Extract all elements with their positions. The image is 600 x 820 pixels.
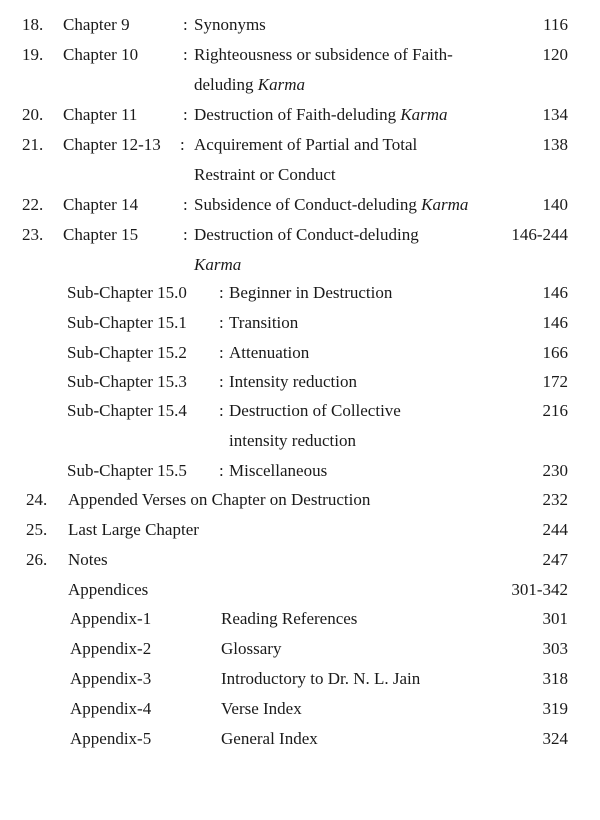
entry-page: 116 (543, 15, 568, 34)
entry-chapter: Chapter 14 (63, 195, 139, 214)
entry-title: Notes (68, 550, 108, 569)
subchapter-separator: : (219, 283, 224, 302)
subchapter-separator: : (219, 372, 224, 391)
entry-chapter: Chapter 9 (63, 15, 130, 34)
appendix-label: Appendix-4 (70, 699, 152, 718)
entry-title: Last Large Chapter (68, 520, 199, 539)
subchapter-separator: : (219, 461, 224, 480)
appendices-page-range: 301-342 (511, 580, 568, 599)
entry-title-continued: Restraint or Conduct (194, 165, 336, 184)
appendix-title: Glossary (221, 639, 282, 658)
appendix-title: Introductory to Dr. N. L. Jain (221, 669, 421, 688)
appendix-title: General Index (221, 729, 318, 748)
appendix-label: Appendix-1 (70, 609, 152, 628)
entry-number: 25. (26, 520, 48, 539)
entry-chapter: Chapter 11 (63, 105, 138, 124)
subchapter-title: Attenuation (229, 343, 310, 362)
entry-page: 134 (542, 105, 568, 124)
subchapter-separator: : (219, 401, 224, 420)
subchapter-title: Beginner in Destruction (229, 283, 393, 302)
entry-separator: : (183, 225, 188, 244)
entry-chapter: Chapter 10 (63, 45, 139, 64)
entry-title-continued: deluding Karma (194, 75, 305, 94)
entry-title: Acquirement of Partial and Total (194, 135, 418, 154)
entry-page: 120 (542, 45, 568, 64)
subchapter-label: Sub-Chapter 15.5 (67, 461, 187, 480)
entry-number: 18. (22, 15, 44, 34)
subchapter-title: Destruction of Collective (229, 401, 401, 420)
appendices-title: Appendices (68, 580, 149, 599)
appendix-title: Verse Index (221, 699, 302, 718)
entry-title: Appended Verses on Chapter on Destruction (68, 490, 371, 509)
entry-number: 26. (26, 550, 48, 569)
entry-page: 232 (542, 490, 568, 509)
entry-number: 22. (22, 195, 44, 214)
entry-number: 24. (26, 490, 48, 509)
entry-page: 146-244 (511, 225, 568, 244)
entry-title: Subsidence of Conduct-deluding Karma (194, 195, 469, 214)
subchapter-separator: : (219, 343, 224, 362)
entry-separator: : (183, 45, 188, 64)
subchapter-label: Sub-Chapter 15.3 (67, 372, 187, 391)
appendix-label: Appendix-5 (70, 729, 152, 748)
entry-separator: : (180, 135, 185, 154)
subchapter-page: 216 (542, 401, 568, 420)
appendix-label: Appendix-2 (70, 639, 152, 658)
subchapter-title: Miscellaneous (229, 461, 328, 480)
subchapter-page: 230 (542, 461, 568, 480)
entry-title: Righteousness or subsidence of Faith- (194, 45, 453, 64)
appendix-title: Reading References (221, 609, 358, 628)
subchapter-label: Sub-Chapter 15.4 (67, 401, 187, 420)
subchapter-title: Transition (229, 313, 299, 332)
entry-title: Destruction of Conduct-deluding (194, 225, 419, 244)
entry-number: 21. (22, 135, 44, 154)
appendix-page: 324 (542, 729, 568, 748)
subchapter-label: Sub-Chapter 15.2 (67, 343, 187, 362)
subchapter-page: 146 (542, 283, 568, 302)
entry-separator: : (183, 105, 188, 124)
entry-number: 20. (22, 105, 44, 124)
entry-chapter: Chapter 12-13 (63, 135, 161, 154)
entry-title-continued: Karma (194, 255, 242, 274)
subchapter-separator: : (219, 313, 224, 332)
appendix-label: Appendix-3 (70, 669, 152, 688)
subchapter-page: 172 (542, 372, 568, 391)
entry-chapter: Chapter 15 (63, 225, 139, 244)
appendix-page: 319 (542, 699, 568, 718)
entry-number: 23. (22, 225, 44, 244)
subchapter-title: Intensity reduction (229, 372, 357, 391)
subchapter-title-continued: intensity reduction (229, 431, 357, 450)
subchapter-label: Sub-Chapter 15.1 (67, 313, 187, 332)
entry-title: Synonyms (194, 15, 266, 34)
entry-title: Destruction of Faith-deluding Karma (194, 105, 448, 124)
entry-page: 244 (542, 520, 568, 539)
entry-separator: : (183, 15, 188, 34)
entry-page: 247 (542, 550, 568, 569)
appendix-page: 301 (542, 609, 568, 628)
appendix-page: 303 (542, 639, 568, 658)
subchapter-page: 146 (542, 313, 568, 332)
entry-page: 140 (542, 195, 568, 214)
subchapter-page: 166 (542, 343, 568, 362)
appendix-page: 318 (542, 669, 568, 688)
subchapter-label: Sub-Chapter 15.0 (67, 283, 187, 302)
entry-number: 19. (22, 45, 44, 64)
entry-page: 138 (542, 135, 568, 154)
entry-separator: : (183, 195, 188, 214)
